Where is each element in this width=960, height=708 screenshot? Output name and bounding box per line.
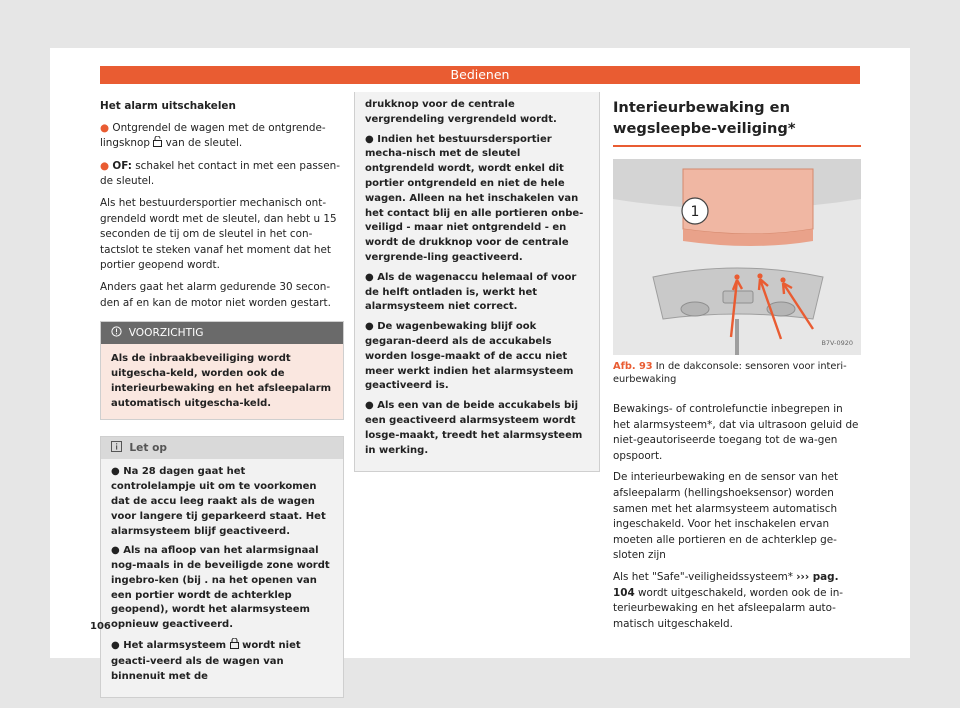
- page-number: 106: [90, 621, 111, 632]
- paragraph-text-after: wordt uitgeschakeld, worden ook de in-terieurbewaking en het afsleepalarm auto-matisch uitgeschakeld.: [613, 586, 844, 630]
- figure-code: B7V-0920: [821, 339, 853, 348]
- note-body: [101, 459, 343, 697]
- warning-title: VOORZICHTIG: [128, 327, 204, 340]
- column-2: [354, 99, 600, 472]
- note-header: [101, 437, 343, 459]
- unlock-icon: [153, 136, 162, 153]
- item-text: Als na afloop van het alarmsignaal nog-maals in de beveiligde zone wordt ingebro-ken (bij . na het openen van een portier wordt de achterklep geopend), wordt het alarmsysteem opnieuw geactiveerd.: [111, 545, 330, 631]
- list-item: [100, 159, 344, 190]
- info-icon: [111, 438, 122, 460]
- note-title: Let op: [129, 442, 167, 455]
- item-text: drukknop voor de centrale vergrendeling vergrendeld wordt.: [365, 99, 557, 125]
- figure-roof-console: [613, 159, 861, 355]
- item-text: Als de wagenaccu helemaal of voor de helft ontladen is, werkt het alarmsysteem niet correct.: [365, 271, 577, 313]
- item-text: Indien het bestuursdersportier mecha-nisch met de sleutel ontgrendeld wordt, wordt enkel dit portier ontgrendeld en niet de hele wagen. Alleen na het inschakelen van het contact blij en alle portieren onbe-veiligd - maar niet ontgrendeld - en wordt de drukknop voor de centrale vergrende-ling geactiveerd.: [365, 133, 584, 263]
- item-text: Als een van de beide accukabels bij een geactiveerd alarmsysteem wordt losge-maakt, treedt het alarmsysteem in werking.: [365, 400, 583, 456]
- note-box-continued: [354, 92, 600, 472]
- item-text: schakel het contact in met een passen-de sleutel.: [100, 159, 340, 188]
- paragraph: De interieurbewaking en de sensor van het afsleepalarm (hellingshoeksensor) worden samen met het alarmsysteem automatisch ingeschakeld. Voor het inschakelen ervan moeten alle portieren en de achterklep ge-sloten zijn: [613, 471, 839, 562]
- roof-console-illustration: [613, 159, 861, 355]
- callout-number: 1: [690, 204, 700, 220]
- item-label: OF:: [112, 159, 132, 172]
- figure-label: Afb. 93: [613, 361, 653, 372]
- list-item: [365, 98, 589, 128]
- section-heading: Het alarm uitschakelen: [100, 100, 236, 112]
- item-text: Het alarmsysteem: [123, 640, 227, 652]
- page-reference-link[interactable]: ››› pag. 104: [613, 570, 839, 599]
- caption-text: In de dakconsole: sensoren voor interi-eurbewaking: [613, 361, 847, 385]
- note-box: [100, 436, 344, 698]
- bullet-icon: ●: [100, 159, 110, 172]
- list-item: ● Als na afloop van het alarmsignaal nog-maals in de beveiligde zone wordt ingebro-ken (bij . na het openen van een portier wordt de achterklep geopend), wordt het alarmsysteem opnieuw geactiveerd.: [111, 545, 330, 631]
- list-item: ● Het alarmsysteem wordt niet geacti-veerd als de wagen van binnenuit met de: [111, 640, 301, 682]
- paragraph: [613, 570, 861, 632]
- lock-icon: [230, 638, 239, 655]
- list-item: [100, 121, 344, 153]
- list-item: ● Als de wagenaccu helemaal of voor de helft ontladen is, werkt het alarmsysteem niet correct.: [365, 271, 577, 313]
- paragraph-text: Als het "Safe"-veiligheidssysteem*: [613, 570, 793, 583]
- bullet-icon: ●: [100, 121, 110, 134]
- column-1: [100, 99, 344, 698]
- list-item: ● Indien het bestuursdersportier mecha-nisch met de sleutel ontgrendeld wordt, wordt enkel dit portier ontgrendeld en niet de hele wagen. Alleen na het inschakelen van het contact blij en alle portieren onbe-veiligd - maar niet ontgrendeld - en wordt de drukknop voor de centrale vergrende-ling geactiveerd.: [365, 133, 584, 263]
- warning-header: [101, 322, 343, 344]
- section-title: Interieurbewaking en wegsleepbe-veiliging*: [613, 97, 861, 147]
- warning-text: Als de inbraakbeveiliging wordt uitgescha-keld, worden ook de interieurbewaking en het afsleepalarm automatisch uitgescha-keld.: [101, 344, 343, 419]
- item-text: De wagenbewaking blijf ook gegaran-deerd als de accukabels worden losge-maakt of de accu niet meer werkt indien het alarmsysteem geactiveerd is.: [365, 321, 574, 392]
- list-item: ● Als een van de beide accukabels bij een geactiveerd alarmsysteem wordt losge-maakt, treedt het alarmsysteem in werking.: [365, 400, 583, 456]
- item-text-after: wordt niet geacti-veerd als de wagen van binnenuit met de: [111, 640, 301, 682]
- paragraph: Bewakings- of controlefunctie inbegrepen in het alarmsysteem*, dat via ultrasoon geluid de niet-geautoriseerde toegang tot de wa-gen opspoort.: [613, 403, 859, 462]
- chapter-header: Bedienen: [100, 66, 860, 84]
- figure-caption: [613, 360, 861, 386]
- list-item: ● De wagenbewaking blijf ook gegaran-deerd als de accukabels worden losge-maakt of de accu niet meer werkt indien het alarmsysteem geactiveerd is.: [365, 321, 574, 392]
- item-text-after: van de sleutel.: [165, 137, 243, 150]
- list-item: ● Na 28 dagen gaat het controlelampje uit om te voorkomen dat de accu leeg raakt als de wagen voor langere tij geparkeerd staat. Het alarmsysteem blijf geactiveerd.: [111, 466, 326, 537]
- warning-box: [100, 321, 344, 420]
- warning-circle-icon: [111, 323, 122, 345]
- item-text: Na 28 dagen gaat het controlelampje uit om te voorkomen dat de accu leeg raakt als de wagen voor langere tij geparkeerd staat. Het alarmsysteem blijf geactiveerd.: [111, 466, 326, 537]
- paragraph: Anders gaat het alarm gedurende 30 secon-den af en kan de motor niet worden gestart.: [100, 280, 331, 309]
- paragraph: Als het bestuurdersportier mechanisch ont-grendeld wordt met de sleutel, dan hebt u 15 seconden de tij om de sleutel in het con-tactslot te steken vanaf het moment dat het portier geopend wordt.: [100, 196, 337, 272]
- item-text: Ontgrendel de wagen met de ontgrende-lingsknop: [100, 121, 326, 150]
- column-3: [613, 97, 861, 638]
